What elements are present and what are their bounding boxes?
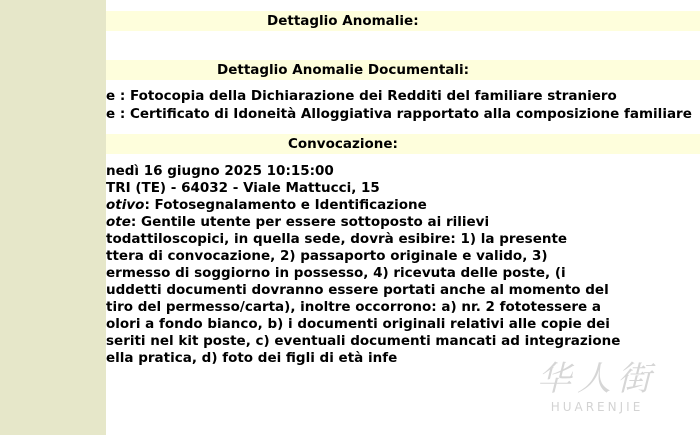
section-header-convocazione [106, 134, 700, 154]
convocation-address: TRI (TE) - 64032 - Viale Mattucci, 15 [106, 180, 380, 196]
convocation-note-line [106, 214, 489, 231]
convocation-note-line: uddetti documenti dovranno essere portati anche al momento del [106, 282, 609, 298]
convocation-note-line: seriti nel kit poste, c) eventuali documenti mancati ad integrazione [106, 333, 621, 349]
watermark-glyphs: 华人街 [537, 359, 657, 399]
header-convocazione-label: Convocazione: [288, 136, 398, 152]
convocation-note-line: olori a fondo bianco, b) i documenti originali relativi alle copie dei [106, 316, 610, 332]
watermark-text: HUARENJIE [550, 400, 644, 414]
convocation-note-line: ella pratica, d) foto dei figli di età infe [106, 350, 398, 366]
note-text: : Gentile utente per essere sottoposto ai rilievi [130, 214, 490, 230]
convocation-motivo [106, 197, 427, 214]
section-header-documentali [106, 60, 700, 80]
convocation-note-line: ermesso di soggiorno in possesso, 4) ricevuta delle poste, (i [106, 265, 566, 281]
convocation-note-line: ttera di convocazione, 2) passaporto originale e valido, 3) [106, 248, 548, 264]
convocation-datetime: nedì 16 giugno 2025 10:15:00 [106, 163, 334, 179]
left-panel [0, 0, 106, 435]
header-anomalie-label: Dettaglio Anomalie: [267, 13, 419, 29]
header-documentali-label: Dettaglio Anomalie Documentali: [217, 62, 470, 78]
document-item: e : Fotocopia della Dichiarazione dei Redditi del familiare straniero [106, 88, 617, 104]
motivo-label: otivo [106, 197, 145, 213]
convocation-note-line: todattiloscopici, in quella sede, dovrà esibire: 1) la presente [106, 231, 568, 247]
note-label: ote [106, 214, 131, 230]
watermark-logo [512, 359, 682, 421]
section-header-anomalie [106, 11, 700, 31]
convocation-note-line: tiro del permesso/carta), inoltre occorrono: a) nr. 2 fototessere a [106, 299, 601, 315]
motivo-value: : Fotosegnalamento e Identificazione [144, 197, 427, 213]
document-item: e : Certificato di Idoneità Alloggiativa rapportato alla composizione familiare [106, 106, 692, 122]
